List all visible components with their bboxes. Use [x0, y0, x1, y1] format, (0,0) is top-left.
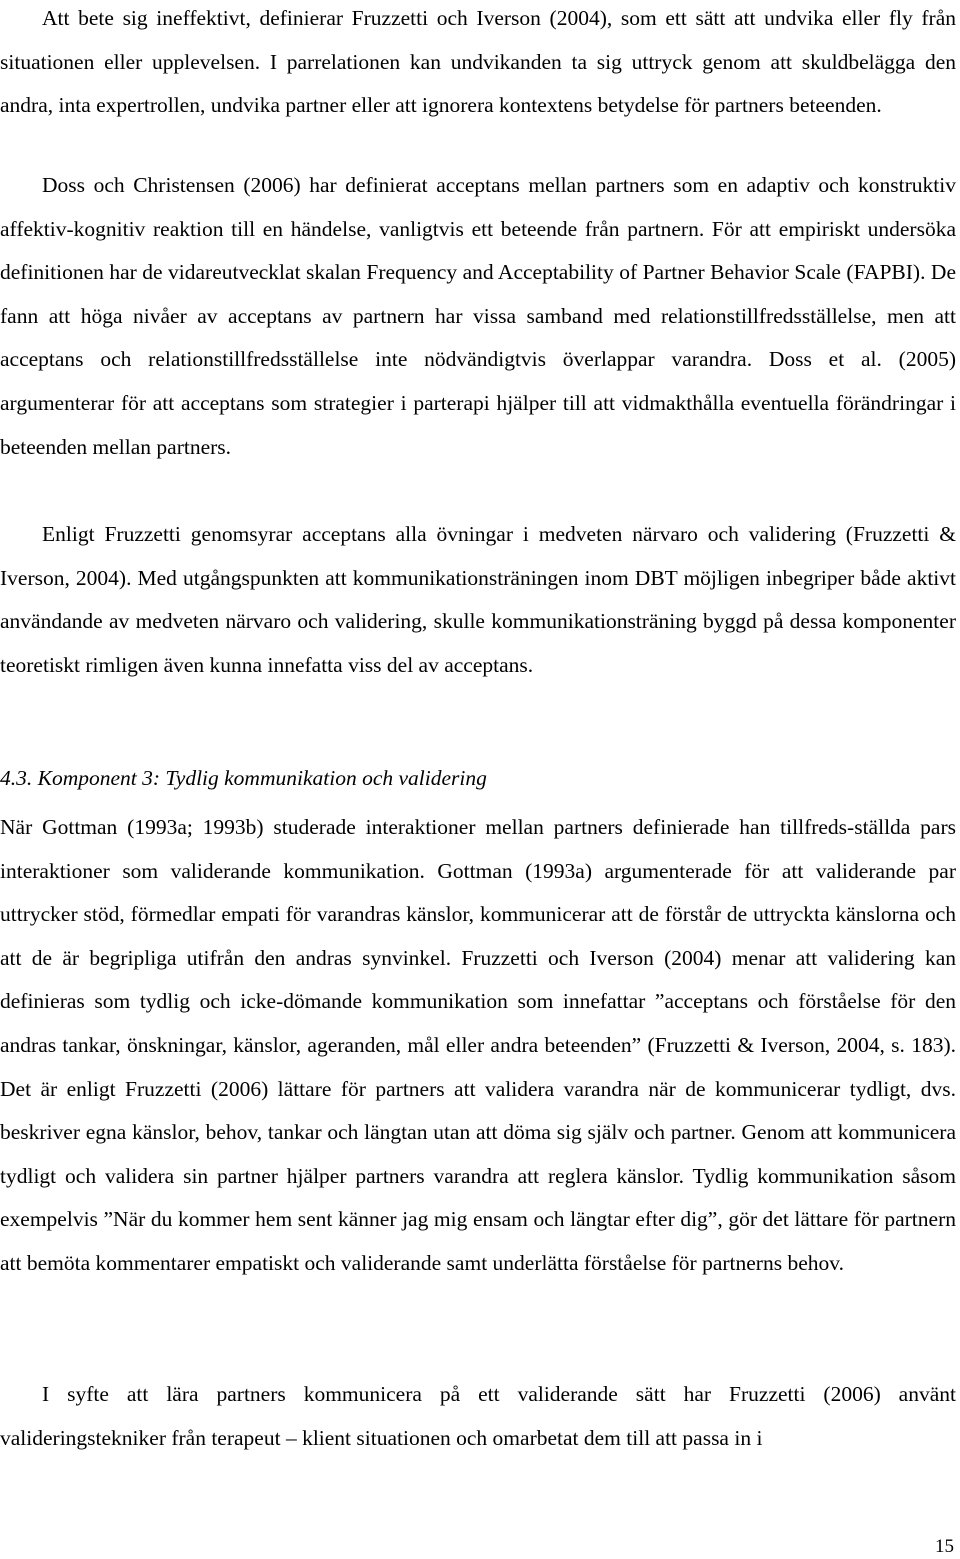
- page-number: 15: [935, 1536, 954, 1557]
- body-paragraph: Enligt Fruzzetti genomsyrar acceptans alla övningar i medveten närvaro och validering (Fruzzetti & Iverson, 2004). Med utgångspunkten att kommunikationsträningen inom DBT möjligen inbegriper både aktivt användande av medveten närvaro och validering, skulle kommunikationsträning byggd på dessa komponenter teoretiskt rimligen även kunna innefatta viss del av acceptans.: [0, 522, 956, 677]
- body-paragraph: Att bete sig ineffektivt, definierar Fruzzetti och Iverson (2004), som ett sätt att undvika eller fly från situationen eller upplevelsen. I parrelationen kan undvikanden ta sig uttryck genom att skuldbelägga den andra, inta expertrollen, undvika partner eller att ignorera kontextens betydelse för partners beteenden.: [0, 6, 956, 118]
- body-paragraph: I syfte att lära partners kommunicera på ett validerande sätt har Fruzzetti (2006) använt valideringstekniker från terapeut – klient situationen och omarbetat dem till att passa in i: [0, 1382, 956, 1450]
- section-heading: 4.3. Komponent 3: Tydlig kommunikation och validering: [0, 766, 487, 790]
- body-paragraph: Doss och Christensen (2006) har definierat acceptans mellan partners som en adaptiv och konstruktiv affektiv-kognitiv reaktion till en händelse, vanligtvis ett beteende från partnern. För att empiriskt undersöka definitionen har de vidareutvecklat skalan Frequency and Acceptability of Partner Behavior Scale (FAPBI). De fann att höga nivåer av acceptans av partnern har vissa samband med relationstillfredsställelse, men att acceptans och relationstillfredsställelse inte nödvändigtvis överlappar varandra. Doss et al. (2005) argumenterar för att acceptans som strategier i parterapi hjälper till att vidmakthålla eventuella förändringar i beteenden mellan partners.: [0, 173, 956, 459]
- body-paragraph: När Gottman (1993a; 1993b) studerade interaktioner mellan partners definierade han tillfreds-ställda pars interaktioner som validerande kommunikation. Gottman (1993a) argumenterade för att validerande par uttrycker stöd, förmedlar empati för varandras känslor, kommunicerar att de förstår de uttryckta känslorna och att de är begripliga utifrån den andras synvinkel. Fruzzetti och Iverson (2004) menar att validering kan definieras som tydlig och icke-dömande kommunikation som innefattar ”acceptans och förståelse för den andras tankar, önskningar, känslor, ageranden, mål eller andra beteenden” (Fruzzetti & Iverson, 2004, s. 183). Det är enligt Fruzzetti (2006) lättare för partners att validera varandra när de kommunicerar tydligt, dvs. beskriver egna känslor, behov, tankar och längtan utan att döma sig själv och partner. Genom att kommunicera tydligt och validera sin partner hjälper partners varandra att reglera känslor. Tydlig kommunikation såsom exempelvis ”När du kommer hem sent känner jag mig ensam och längtar efter dig”, gör det lättare för partnern att bemöta kommentarer empatiskt och validerande samt underlätta förståelse för partnerns behov.: [0, 815, 956, 1275]
